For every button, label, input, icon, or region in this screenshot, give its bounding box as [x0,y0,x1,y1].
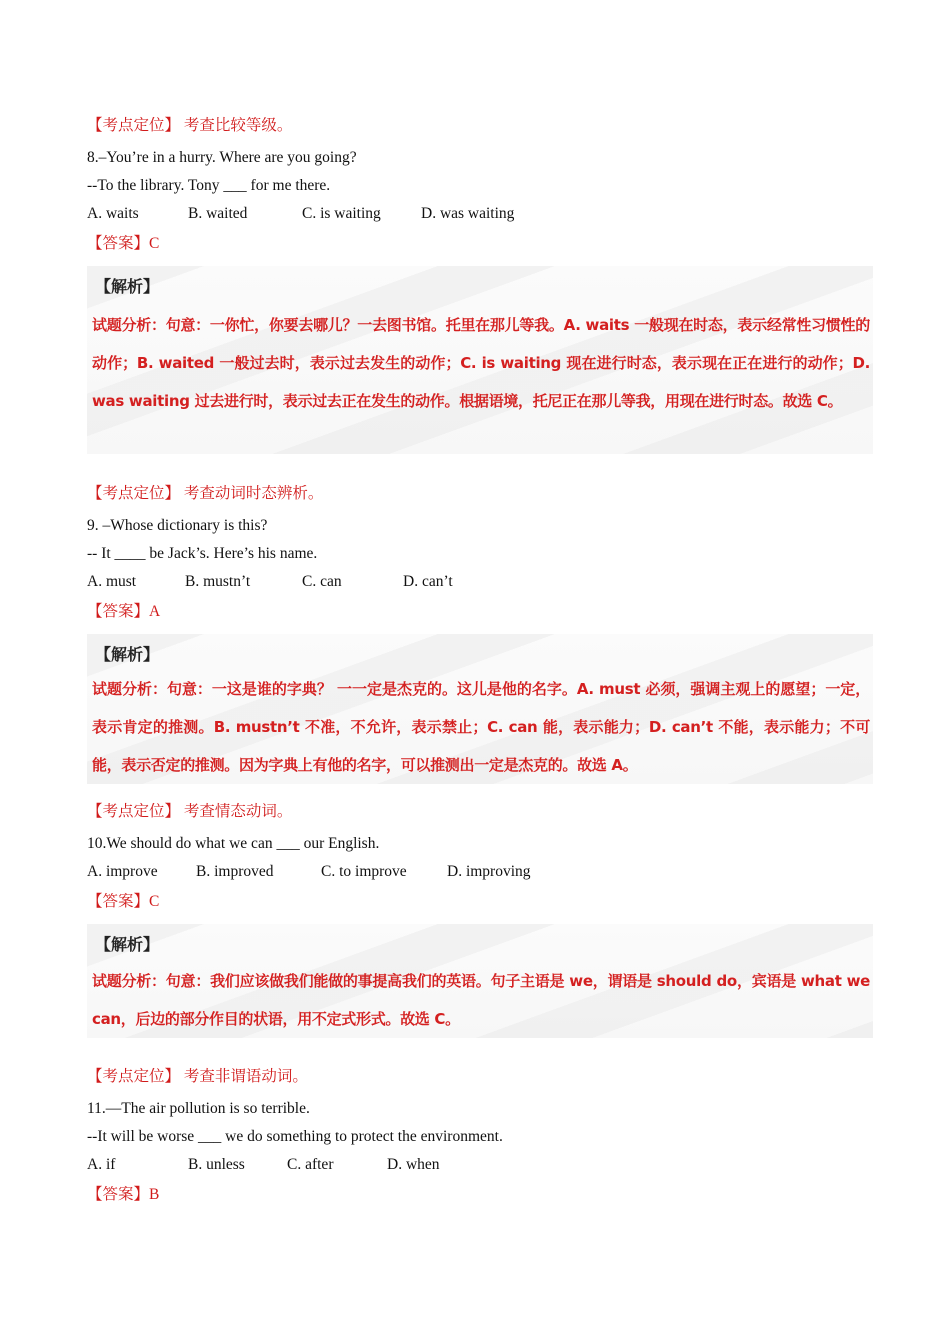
analysis-8 [87,266,873,454]
option-a: A. if [87,1156,116,1173]
question-11-line-2: --It will be worse ___ we do something to protect the environment. [87,1128,503,1145]
question-9-line-2: -- It ____ be Jack’s. Here’s his name. [87,545,318,562]
option-a: A. must [87,573,137,590]
option-c: C. can [302,573,342,590]
option-c: C. is waiting [302,205,381,222]
option-a: A. improve [87,863,158,880]
analysis-text: 试题分析：句意：我们应该做我们能做的事提高我们的英语。句子主语是 we，谓语是 should do，宾语是 what we can，后边的部分作目的状语，用不定式形式。故选 C。 [92,972,870,1028]
keypoint-9: 【考点定位】 考查情态动词。 [87,803,293,820]
option-d: D. was waiting [421,205,515,222]
keypoint-10: 【考点定位】 考查非谓语动词。 [87,1068,308,1085]
analysis-10 [87,924,873,1038]
analysis-title: 【解析】 [95,935,160,954]
keypoint-prev: 【考点定位】 考查比较等级。 [87,117,293,134]
option-d: D. improving [447,863,531,880]
answer-11: 【答案】B [87,1186,160,1203]
question-11-line-1: 11.—The air pollution is so terrible. [87,1100,310,1117]
option-d: D. can’t [403,573,453,590]
option-b: B. waited [188,205,248,222]
answer-10: 【答案】C [87,893,160,910]
analysis-9 [87,634,873,784]
option-c: C. after [287,1156,334,1173]
question-10-line-1: 10.We should do what we can ___ our English. [87,835,380,852]
analysis-title: 【解析】 [95,645,160,664]
question-8-line-1: 8.–You’re in a hurry. Where are you going? [87,149,357,166]
analysis-text: 试题分析：句意：一你忙，你要去哪儿？一去图书馆。托里在那儿等我。A. waits 一般现在时态，表示经常性习惯性的动作；B. waited 一般过去时，表示过去发生的动作；C. is waiting 现在进行时态，表示现在正在进行的动作；D. was waiting 过去进行时，表示过去正在发生的动作。根据语境，托尼正在那儿等我，用现在进行时态。故选 C。 [92,316,870,410]
question-8-line-2: --To the library. Tony ___ for me there. [87,177,331,194]
answer-9: 【答案】A [87,603,161,620]
question-9-line-1: 9. –Whose dictionary is this? [87,517,268,534]
option-b: B. unless [188,1156,245,1173]
option-c: C. to improve [321,863,407,880]
option-b: B. mustn’t [185,573,251,590]
answer-8: 【答案】C [87,235,160,252]
keypoint-8: 【考点定位】 考查动词时态辨析。 [87,485,324,502]
analysis-title: 【解析】 [95,277,160,296]
option-b: B. improved [196,863,274,880]
analysis-text: 试题分析：句意：一这是谁的字典？ 一一定是杰克的。这儿是他的名字。A. must 必须，强调主观上的愿望；一定，表示肯定的推测。B. mustn’t 不准，不允许，表示禁止；C. can 能，表示能力；D. can’t 不能，表示能力；不可能，表示否定的推测。因为字典上有他的名字，可以推测出一定是杰克的。故选 A。 [92,680,870,774]
option-d: D. when [387,1156,440,1173]
option-a: A. waits [87,205,139,222]
